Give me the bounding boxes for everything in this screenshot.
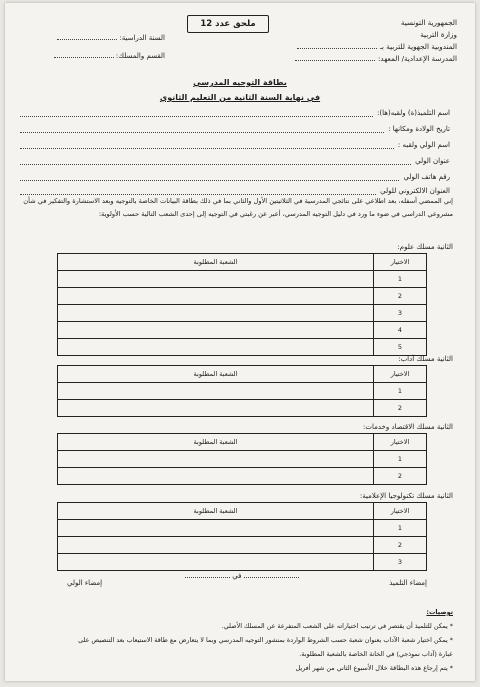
- note-item: عبارة (آداب نموذجي) في الخانة الخاصة بالشعبة المطلوبة.: [299, 650, 453, 658]
- school-year-field: السنة الدراسية:: [35, 29, 165, 47]
- field-student-name[interactable]: اسم التلميذ(ة) ولقبه(ها):: [20, 109, 450, 117]
- branch-cell[interactable]: [58, 383, 374, 400]
- choice-number: 2: [374, 537, 427, 554]
- choice-number: 1: [374, 520, 427, 537]
- note-item: * يمكن للتلميذ أن يقتصر في ترتيب اختياراته على الشعب المتفرعة عن المسلك الأصلي.: [221, 622, 453, 630]
- field-parent-email[interactable]: العنوان الالكتروني للولي: [20, 187, 450, 195]
- choice-number: 3: [374, 305, 427, 322]
- table-header-row: [58, 366, 427, 383]
- table-header-row: [58, 503, 427, 520]
- section-it-label: الثانية مسلك تكنولوجيا الإعلامية:: [359, 492, 453, 500]
- republic-text: الجمهورية التونسية: [400, 18, 457, 27]
- school-text: المدرسة الإعدادية/ المعهد:: [295, 53, 457, 65]
- table-row: [58, 400, 427, 417]
- table-it: [57, 502, 427, 571]
- ministry-text: وزارة التربية: [420, 30, 457, 39]
- note-item: * يمكن اختيار شعبة الآداب بعنوان شعبة حسب الشروط الواردة بمنشور التوجيه المدرسي وبما لا يتعارض مع طاقة الاستيعاب بعد التنصيص على: [78, 636, 453, 644]
- branch-cell[interactable]: [58, 520, 374, 537]
- recommendations: [13, 605, 453, 675]
- branch-cell[interactable]: [58, 468, 374, 485]
- date-line[interactable]: في: [185, 571, 299, 580]
- table-economics: [57, 433, 427, 485]
- branch-cell[interactable]: [58, 400, 374, 417]
- field-parent-address[interactable]: عنوان الولي: [20, 157, 450, 165]
- table-row: [58, 383, 427, 400]
- choice-number: 5: [374, 339, 427, 356]
- col-branch-header: الشعبة المطلوبة: [58, 366, 374, 383]
- note-item: * يتم إرجاع هذه البطاقة خلال الأسبوع الثاني من شهر أفريل: [295, 664, 453, 672]
- choice-number: 2: [374, 468, 427, 485]
- table-sciences: [57, 253, 427, 356]
- table-row: [58, 288, 427, 305]
- table-letters: [57, 365, 427, 417]
- section-sciences-label: الثانية مسلك علوم:: [397, 243, 453, 251]
- choice-number: 3: [374, 554, 427, 571]
- col-branch-header: الشعبة المطلوبة: [58, 434, 374, 451]
- header-institution: [295, 17, 457, 65]
- table-row: [58, 339, 427, 356]
- col-choice-header: الاختيار: [374, 434, 427, 451]
- annex-box: ملحق عدد 12: [187, 15, 269, 33]
- document-page: [5, 3, 475, 681]
- table-header-row: [58, 434, 427, 451]
- intro-paragraph: إني الممضي أسفله، بعد اطلاعي على نتائجي المدرسية في الثلاثيتين الأول والثاني بما في ذلك بطاقة البيانات الخاصة بالتوجيه وبعد الاستشارة والتفكير في شأن مشروعي الدراسي في ضوء ما ورد في دليل التوجيه المدرسي، أعبر عن رغبتي في التوجيه إلى إحدى الشعب التالية حسب الأولوية:: [23, 197, 453, 218]
- section-economics-label: الثانية مسلك الاقتصاد وخدمات:: [363, 423, 453, 431]
- col-choice-header: الاختيار: [374, 503, 427, 520]
- choice-number: 2: [374, 400, 427, 417]
- table-row: [58, 468, 427, 485]
- table-header-row: [58, 254, 427, 271]
- col-branch-header: الشعبة المطلوبة: [58, 503, 374, 520]
- table-row: [58, 451, 427, 468]
- branch-cell[interactable]: [58, 451, 374, 468]
- table-row: [58, 520, 427, 537]
- parent-signature: إمضاء الولي: [67, 579, 103, 587]
- branch-cell[interactable]: [58, 554, 374, 571]
- choice-number: 1: [374, 271, 427, 288]
- table-row: [58, 305, 427, 322]
- choice-number: 2: [374, 288, 427, 305]
- field-parent-name[interactable]: اسم الولي ولقبه :: [20, 141, 450, 149]
- class-track-field: القسم والمسلك:: [35, 47, 165, 65]
- regional-text: المندوبية الجهوية للتربية بـ: [295, 41, 457, 53]
- branch-cell[interactable]: [58, 288, 374, 305]
- branch-cell[interactable]: [58, 271, 374, 288]
- branch-cell[interactable]: [58, 537, 374, 554]
- choice-number: 1: [374, 383, 427, 400]
- field-birth[interactable]: تاريخ الولادة ومكانها :: [20, 125, 450, 133]
- table-row: [58, 322, 427, 339]
- section-letters-label: الثانية مسلك آداب:: [398, 355, 453, 363]
- choice-number: 4: [374, 322, 427, 339]
- table-row: [58, 537, 427, 554]
- col-choice-header: الاختيار: [374, 254, 427, 271]
- card-title: بطاقة التوجيه المدرسي: [193, 78, 287, 87]
- branch-cell[interactable]: [58, 322, 374, 339]
- branch-cell[interactable]: [58, 339, 374, 356]
- table-row: [58, 271, 427, 288]
- notes-title: توصيات:: [426, 608, 453, 616]
- table-row: [58, 554, 427, 571]
- col-branch-header: الشعبة المطلوبة: [58, 254, 374, 271]
- col-choice-header: الاختيار: [374, 366, 427, 383]
- choice-number: 1: [374, 451, 427, 468]
- header-school-year: [35, 29, 165, 65]
- student-signature: إمضاء التلميذ: [389, 579, 427, 587]
- branch-cell[interactable]: [58, 305, 374, 322]
- field-parent-phone[interactable]: رقم هاتف الولي: [20, 173, 450, 181]
- card-subtitle: في نهاية السنة الثانية من التعليم الثانوي: [159, 93, 321, 102]
